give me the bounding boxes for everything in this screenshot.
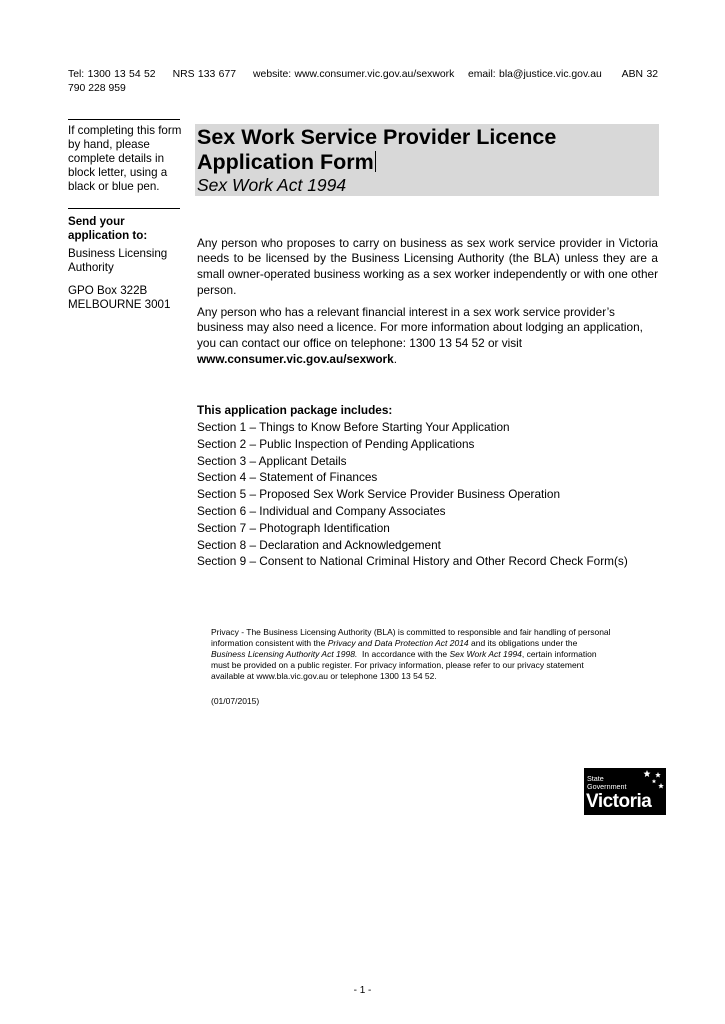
package-heading: This application package includes: bbox=[197, 402, 393, 417]
form-title-line2-wrap bbox=[197, 150, 659, 175]
contact-website[interactable]: website: www.consumer.vic.gov.au/sexwork bbox=[253, 69, 455, 80]
form-act-subtitle: Sex Work Act 1994 bbox=[197, 175, 347, 195]
contact-email[interactable]: email: bla@justice.vic.gov.au bbox=[467, 69, 602, 80]
recipient-name: Business Licensing Authority bbox=[68, 247, 168, 274]
section-list bbox=[197, 419, 658, 570]
form-title-line2: Application Form bbox=[197, 150, 374, 174]
privacy-text-4: , certain information must be provided on a public register. For privacy information, please refer to our privacy statement available at www.bla.vic.gov.au or telephone 1300 13 54 52. bbox=[211, 648, 597, 681]
southern-cross-icon bbox=[636, 768, 666, 790]
privacy-text-3: In accordance with the bbox=[357, 648, 450, 659]
po-box: GPO Box 322B bbox=[68, 284, 148, 297]
logo-government-text: Government bbox=[587, 782, 627, 791]
contact-header bbox=[68, 68, 658, 95]
bla-act-name: Business Licensing Authority Act 1998. bbox=[211, 648, 358, 659]
sidebar-divider-middle bbox=[68, 208, 180, 209]
form-title-box bbox=[195, 124, 659, 196]
section-item: Section 5 – Proposed Sex Work Service Provider Business Operation bbox=[197, 487, 561, 502]
section-item: Section 6 – Individual and Company Associates bbox=[197, 503, 446, 518]
intro-paragraph-2-end: . bbox=[393, 351, 397, 366]
intro-paragraph-1: Any person who proposes to carry on business as sex work service provider in Victoria needs to be licensed by the Business Licensing Authority (the BLA) unless they are a small owner-operated business working as a sex worker independently or with one other person. bbox=[197, 235, 658, 297]
text-cursor bbox=[375, 151, 376, 172]
contact-nrs: NRS 133 677 bbox=[172, 69, 237, 80]
sex-work-act-name: Sex Work Act 1994 bbox=[449, 648, 522, 659]
city-postcode: MELBOURNE 3001 bbox=[68, 298, 171, 311]
page-number: - 1 - bbox=[353, 985, 372, 996]
privacy-text-2: and its obligations under the bbox=[468, 637, 578, 648]
section-item: Section 8 – Declaration and Acknowledgement bbox=[197, 537, 441, 552]
form-title-line1: Sex Work Service Provider Licence bbox=[197, 125, 557, 149]
section-item: Section 7 – Photograph Identification bbox=[197, 520, 390, 535]
section-item: Section 3 – Applicant Details bbox=[197, 453, 347, 468]
sexwork-website-link[interactable]: www.consumer.vic.gov.au/sexwork bbox=[197, 351, 394, 366]
privacy-text-1: Privacy - The Business Licensing Authority (BLA) is committed to responsible and fair handling of personal information consistent with the bbox=[211, 627, 611, 648]
sidebar bbox=[68, 124, 186, 312]
completion-note: If completing this form by hand, please complete details in block letter, using a black or blue pen. bbox=[68, 124, 182, 193]
logo-victoria-text: Victoria bbox=[586, 791, 652, 812]
intro-paragraph-2-text: Any person who has a relevant financial interest in a sex work service provider’s business may also need a licence. For more information about lodging an application, you can contact our office on telephone: 1300 13 54 52 or visit bbox=[197, 304, 643, 350]
privacy-statement bbox=[211, 627, 611, 682]
intro-paragraph-2 bbox=[197, 305, 658, 367]
privacy-text bbox=[211, 627, 611, 682]
form-version-date: (01/07/2015) bbox=[211, 696, 260, 706]
sidebar-divider-top bbox=[68, 119, 180, 120]
section-item: Section 1 – Things to Know Before Starting Your Application bbox=[197, 420, 510, 434]
send-heading: Send your application to: bbox=[68, 215, 148, 242]
privacy-act-name: Privacy and Data Protection Act 2014 bbox=[327, 637, 469, 648]
victoria-government-logo bbox=[584, 768, 666, 815]
contact-abn: ABN 32 790 228 959 bbox=[68, 69, 658, 94]
section-item: Section 9 – Consent to National Criminal History and Other Record Check Form(s) bbox=[197, 554, 628, 569]
contact-tel: Tel: 1300 13 54 52 bbox=[68, 69, 156, 80]
logo-state-text: State bbox=[587, 774, 604, 783]
section-item: Section 4 – Statement of Finances bbox=[197, 470, 378, 485]
section-item: Section 2 – Public Inspection of Pending Applications bbox=[197, 436, 475, 451]
